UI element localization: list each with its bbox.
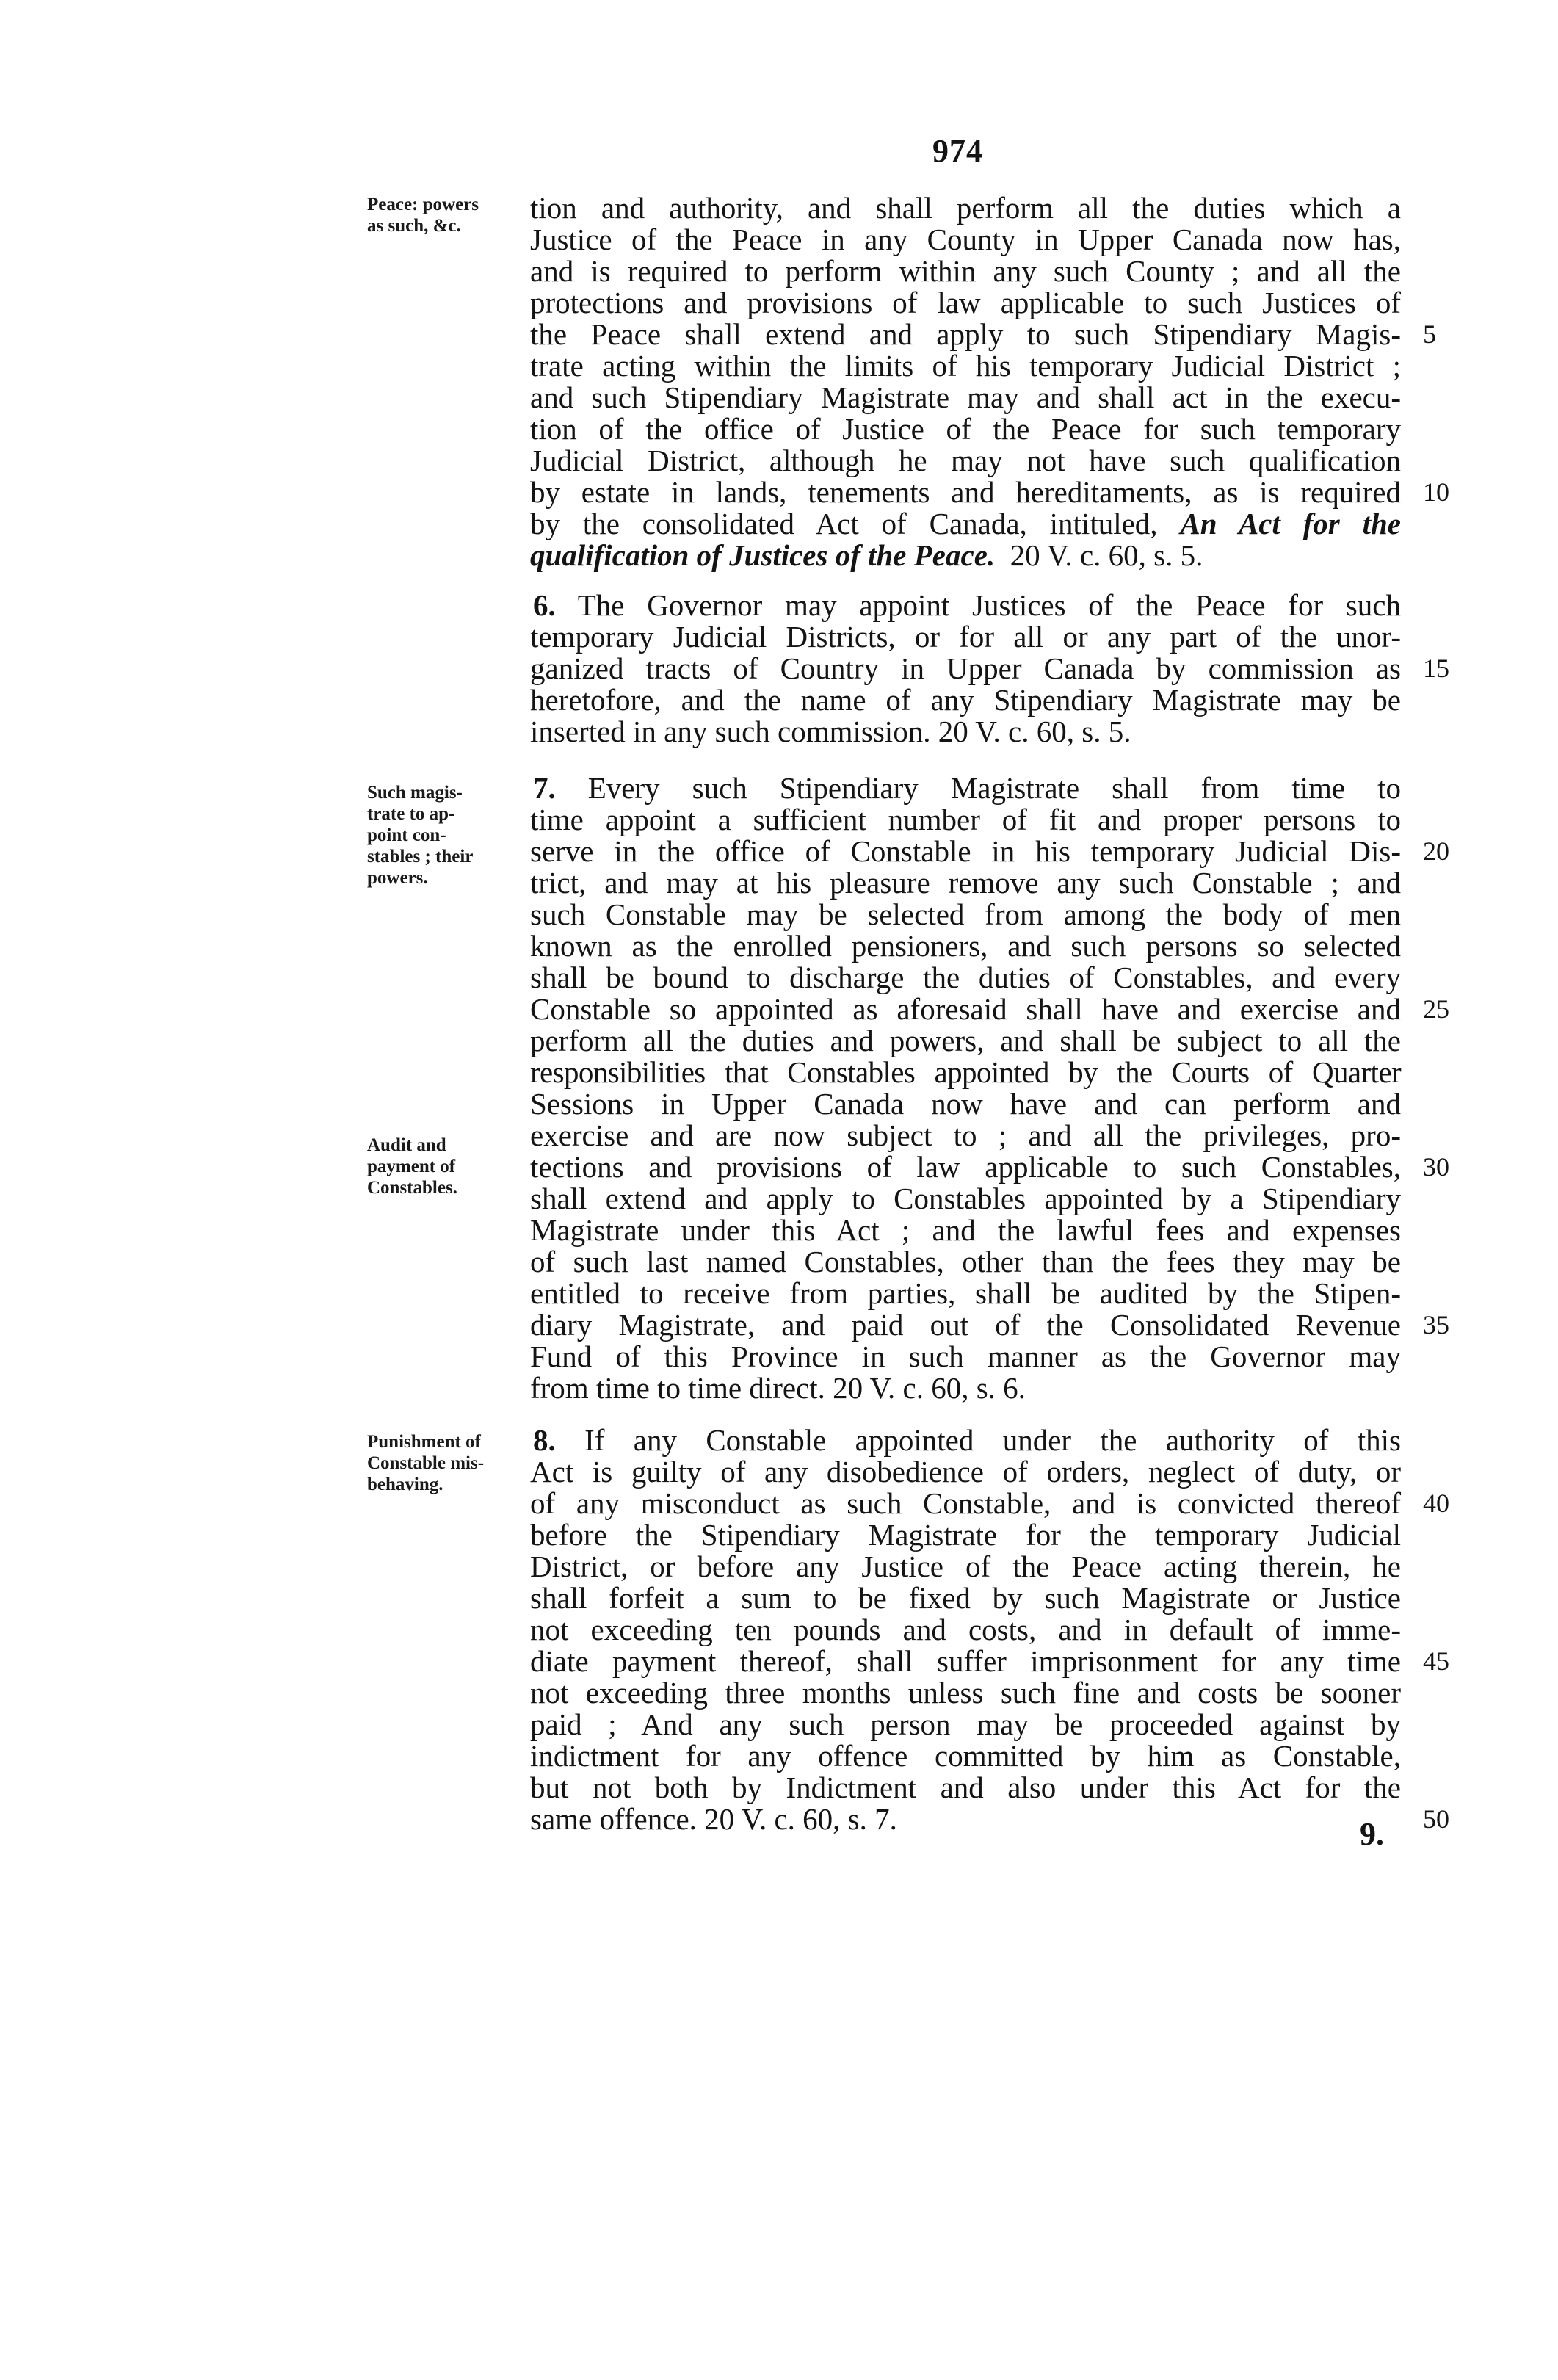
text-line: same offence. 20 V. c. 60, s. 7. — [530, 1802, 897, 1836]
text-line-part: Every such Stipendiary Magistrate shall from time to — [587, 771, 1401, 805]
margin-note-constables: Such magis- trate to ap- point con- stables ; their powers. — [367, 783, 474, 888]
text-line: but not both by Indictment and also under this Act for the — [530, 1770, 1401, 1804]
text-line: protections and provisions of law applicable to such Justices of — [530, 286, 1401, 319]
text-line: tion of the office of Justice of the Peace for such temporary — [530, 412, 1401, 446]
text-line: paid ; And any such person may be proceeded against by — [530, 1707, 1401, 1741]
text-line: perform all the duties and powers, and shall be subject to all the — [530, 1024, 1401, 1057]
text-line: Sessions in Upper Canada now have and can perform and — [530, 1087, 1401, 1121]
line-number: 20 — [1423, 836, 1449, 866]
margin-note-audit: Audit and payment of Constables. — [367, 1135, 457, 1198]
text-line: serve in the office of Constable in his temporary Judicial Dis- — [530, 834, 1401, 868]
text-line: such Constable may be selected from among the body of men — [530, 897, 1401, 931]
text-line: Magistrate under this Act ; and the lawful fees and expenses — [530, 1213, 1401, 1247]
line-number: 45 — [1423, 1646, 1449, 1676]
line-number: 35 — [1423, 1310, 1449, 1339]
text-line: the Peace shall extend and apply to such Stipendiary Magis- — [530, 317, 1401, 351]
text-line: not exceeding three months unless such fine and costs be sooner — [530, 1676, 1401, 1710]
text-line: shall be bound to discharge the duties of Constables, and every — [530, 961, 1401, 994]
text-line: before the Stipendiary Magistrate for the temporary Judicial — [530, 1518, 1401, 1552]
text-line: Judicial District, although he may not have such qualification — [530, 444, 1401, 477]
text-line — [530, 508, 1401, 540]
text-line — [530, 540, 1401, 571]
text-line — [530, 1425, 1401, 1456]
margin-note-punishment: Punishment of Constable mis- behaving. — [367, 1432, 485, 1494]
text-line: temporary Judicial Districts, or for all or any part of the unor- — [530, 620, 1401, 654]
line-number: 5 — [1423, 319, 1436, 349]
text-line: shall forfeit a sum to be fixed by such Magistrate or Justice — [530, 1581, 1401, 1615]
text-line — [530, 773, 1401, 804]
text-line: Justice of the Peace in any County in Upper Canada now has, — [530, 223, 1401, 256]
text-line: of such last named Constables, other than the fees they may be — [530, 1245, 1401, 1278]
text-line: trict, and may at his pleasure remove any such Constable ; and — [530, 866, 1401, 900]
line-number: 10 — [1423, 477, 1449, 507]
text-line-part: The Governor may appoint Justices of the Peace for such — [577, 588, 1401, 622]
text-line-part: If any Constable appointed under the authority of this — [584, 1423, 1401, 1457]
text-line: Act is guilty of any disobedience of orders, neglect of duty, or — [530, 1455, 1401, 1489]
citation: 20 V. c. 60, s. 5. — [1010, 538, 1203, 572]
text-line: ganized tracts of Country in Upper Canada by commission as — [530, 651, 1401, 685]
text-line: District, or before any Justice of the Peace acting therein, he — [530, 1549, 1401, 1583]
line-number: 25 — [1423, 994, 1449, 1024]
text-line: entitled to receive from parties, shall be audited by the Stipen- — [530, 1276, 1401, 1310]
line-number: 50 — [1423, 1804, 1449, 1834]
catchword: 9. — [1360, 1816, 1384, 1852]
text-line: tections and provisions of law applicable to such Constables, — [530, 1150, 1401, 1184]
line-number: 30 — [1423, 1152, 1449, 1182]
act-title: qualification of Justices of the Peace. — [530, 538, 996, 572]
margin-note-powers: Peace: powers as such, &c. — [367, 195, 479, 236]
text-line: heretofore, and the name of any Stipendiary Magistrate may be — [530, 683, 1401, 717]
section-number: 6. — [533, 588, 556, 622]
text-line-part: by the consolidated Act of Canada, intituled, — [530, 507, 1158, 540]
text-line: diary Magistrate, and paid out of the Consolidated Revenue — [530, 1308, 1401, 1342]
line-number: 15 — [1423, 654, 1449, 683]
page-number: 974 — [932, 133, 983, 169]
text-line: trate acting within the limits of his temporary Judicial District ; — [530, 349, 1401, 383]
text-line: inserted in any such commission. 20 V. c. 60, s. 5. — [530, 715, 1131, 748]
line-number: 40 — [1423, 1489, 1449, 1518]
text-line: of any misconduct as such Constable, and is convicted thereof — [530, 1486, 1401, 1520]
text-line: tion and authority, and shall perform all the duties which a — [530, 191, 1401, 225]
text-line: Constable so appointed as aforesaid shall have and exercise and — [530, 992, 1401, 1026]
text-line: and is required to perform within any such County ; and all the — [530, 254, 1401, 288]
text-line: indictment for any offence committed by him as Constable, — [530, 1739, 1401, 1773]
text-line: known as the enrolled pensioners, and such persons so selected — [530, 929, 1401, 963]
text-line: exercise and are now subject to ; and all the privileges, pro- — [530, 1118, 1401, 1152]
text-line: shall extend and apply to Constables appointed by a Stipendiary — [530, 1182, 1401, 1215]
text-line: and such Stipendiary Magistrate may and shall act in the execu- — [530, 380, 1401, 414]
text-line: responsibilities that Constables appointed by the Courts of Quarter — [530, 1055, 1401, 1089]
text-line — [530, 590, 1401, 621]
section-number: 7. — [533, 771, 556, 805]
text-line: diate payment thereof, shall suffer imprisonment for any time — [530, 1644, 1401, 1678]
act-title: An Act for the — [1180, 507, 1401, 540]
section-number: 8. — [533, 1423, 556, 1457]
text-line: from time to time direct. 20 V. c. 60, s. 6. — [530, 1371, 1026, 1405]
text-line: Fund of this Province in such manner as the Governor may — [530, 1339, 1401, 1373]
text-line: time appoint a sufficient number of fit and proper persons to — [530, 803, 1401, 836]
text-line: not exceeding ten pounds and costs, and in default of imme- — [530, 1613, 1401, 1646]
text-line: by estate in lands, tenements and hereditaments, as is required — [530, 475, 1401, 509]
